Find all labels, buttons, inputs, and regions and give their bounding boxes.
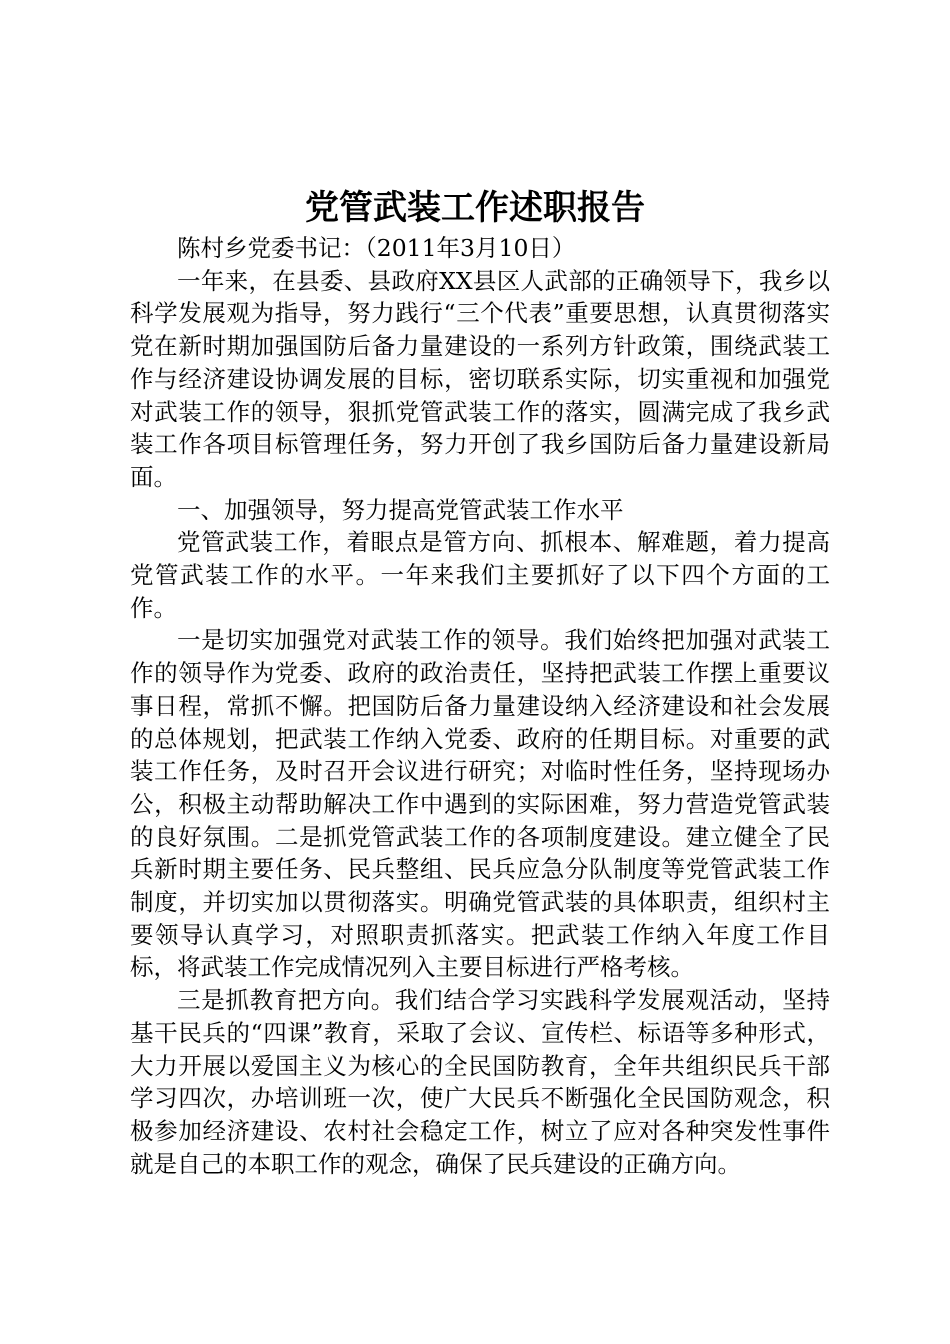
paragraph-section-overview: 党管武装工作，着眼点是管方向、抓根本、解难题，着力提高党管武装工作的水平。一年来我们主要抓好了以下四个方面的工作。 bbox=[130, 528, 830, 622]
document-title: 党管武装工作述职报告 bbox=[305, 188, 645, 228]
paragraph-intro: 一年来，在县委、县政府XX县区人武部的正确领导下，我乡以科学发展观为指导，努力践行“三个代表”重要思想，认真贯彻落实党在新时期加强国防后备力量建设的一系列方针政策，围绕武装工作与经济建设协调发展的目标，密切联系实际，切实重视和加强党对武装工作的领导，狠抓党管武装工作的落实，圆满完成了我乡武装工作各项目标管理任务，努力开创了我乡国防后备力量建设新局面。 bbox=[130, 266, 830, 491]
byline: 陈村乡党委书记：（2011年3月10日） bbox=[177, 234, 576, 262]
document-body bbox=[130, 232, 830, 1180]
paragraph-leadership: 一是切实加强党对武装工作的领导。我们始终把加强对武装工作的领导作为党委、政府的政治责任，坚持把武装工作摆上重要议事日程，常抓不懈。把国防后备力量建设纳入经济建设和社会发展的总体规划，把武装工作纳入党委、政府的任期目标。对重要的武装工作任务，及时召开会议进行研究；对临时性任务，坚持现场办公，积极主动帮助解决工作中遇到的实际困难，努力营造党管武装的良好氛围。二是抓党管武装工作的各项制度建设。建立健全了民兵新时期主要任务、民兵整组、民兵应急分队制度等党管武装工作制度，并切实加以贯彻落实。明确党管武装的具体职责，组织村主要领导认真学习，对照职责抓落实。把武装工作纳入年度工作目标，将武装工作完成情况列入主要目标进行严格考核。 bbox=[130, 626, 830, 982]
section-heading-1: 一、加强领导，努力提高党管武装工作水平 bbox=[177, 495, 624, 524]
paragraph-education: 三是抓教育把方向。我们结合学习实践科学发展观活动，坚持基干民兵的“四课”教育，采取了会议、宣传栏、标语等多种形式，大力开展以爱国主义为核心的全民国防教育，全年共组织民兵干部学习四次，办培训班一次，使广大民兵不断强化全民国防观念，积极参加经济建设、农村社会稳定工作，树立了应对各种突发性事件就是自己的本职工作的观念，确保了民兵建设的正确方向。 bbox=[130, 986, 830, 1178]
